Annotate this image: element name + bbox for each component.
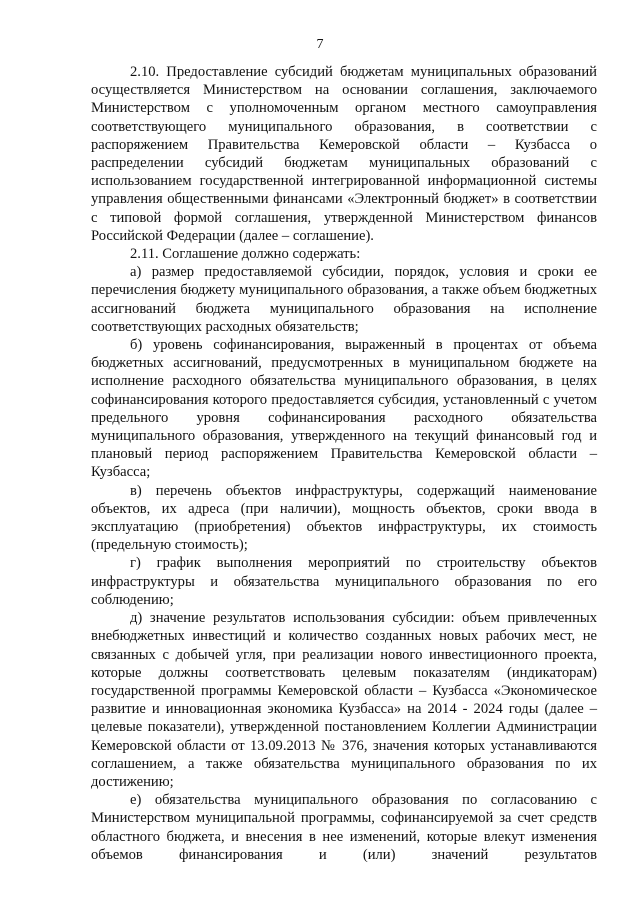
paragraph-item-g: г) график выполнения мероприятий по строительству объектов инфраструктуры и обязательства муниципального образования по его соблюдению; xyxy=(91,555,597,608)
paragraph-item-e: е) обязательства муниципального образования по согласованию с Министерством муниципальной программы, софинансируемой за счет средств областного бюджета, и внесения в нее изменений, которые влекут изменения объемов финансирования и (или) значений результатов xyxy=(91,792,597,863)
paragraph-2-10: 2.10. Предоставление субсидий бюджетам муниципальных образований осуществляется Министерством на основании соглашения, заключаемого Министерством с уполномоченным органом местного самоуправления соответствующего муниципального образования, в соответствии с распоряжением Правительства Кемеровской области – Кузбасса о распределении субсидий бюджетам муниципальных образований с использованием государственной интегрированной информационной системы управления общественными финансами «Электронный бюджет» в соответствии с типовой формой соглашения, утвержденной Министерством финансов Российской Федерации (далее – соглашение). xyxy=(91,64,597,244)
paragraph-item-a: а) размер предоставляемой субсидии, порядок, условия и сроки ее перечисления бюджету муниципального образования, а также объем бюджетных ассигнований бюджета муниципального образования на исполнение соответствующих расходных обязательств; xyxy=(91,264,597,335)
paragraph-2-11: 2.11. Соглашение должно содержать: xyxy=(130,246,361,263)
paragraph-item-d: д) значение результатов использования субсидии: объем привлеченных внебюджетных инвестиций и количество созданных новых рабочих мест, не связанных с добычей угля, при реализации нового инвестиционного проекта, которые должны соответствовать целевым показателям (индикаторам) государственной программы Кемеровской области – Кузбасса «Экономическое развитие и инновационная экономика Кузбасса» на 2014 - 2024 годы (далее – целевые показатели), утвержденной постановлением Коллегии Администрации Кемеровской области от 13.09.2013 № 376, значения которых устанавливаются соглашением, а также обязательства муниципального образования по их достижению; xyxy=(91,610,597,790)
paragraph-item-v: в) перечень объектов инфраструктуры, содержащий наименование объектов, их адреса (при наличии), мощность объектов, сроки ввода в эксплуатацию (приобретения) объектов инфраструктуры, их стоимость (предельную стоимость); xyxy=(91,482,597,554)
paragraph-item-b: б) уровень софинансирования, выраженный в процентах от объема бюджетных ассигнований, предусмотренных в муниципальном бюджете на исполнение расходного обязательства муниципального образования, в целях софинансирования которого предоставляется субсидия, установленный с учетом предельного уровня софинансирования расходного обязательства муниципального образования, утвержденного на текущий финансовый год и плановый период распоряжением Правительства Кемеровской области – Кузбасса; xyxy=(91,337,597,481)
document-body xyxy=(91,63,597,864)
page-number: 7 xyxy=(316,37,324,52)
